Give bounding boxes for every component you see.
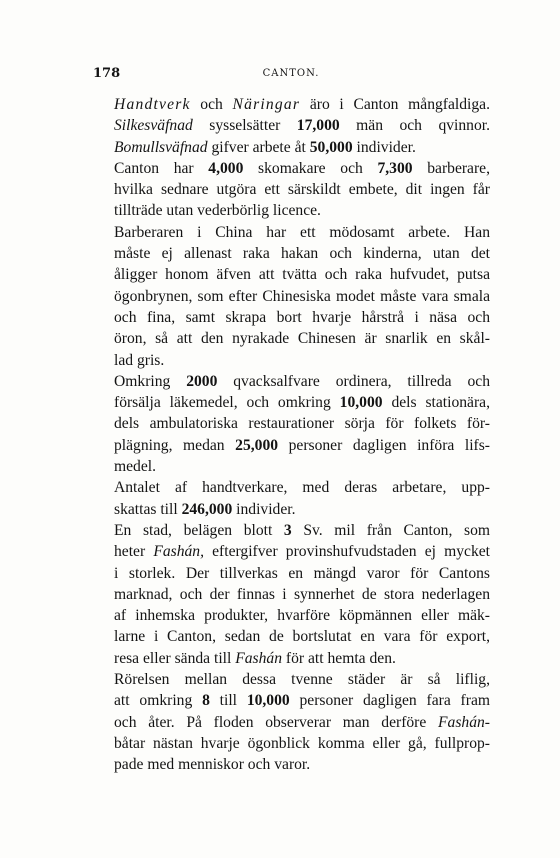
text-line [92, 669, 490, 690]
text-run: dels stationära, [382, 394, 490, 412]
paragraph [92, 94, 490, 158]
text-line [92, 477, 490, 498]
emphasis-text: Fashán- [438, 713, 490, 731]
text-run: marknad, och der finnas i synnerhet de stora nederlagen [114, 585, 490, 603]
text-line [92, 435, 490, 456]
text-run: skattas till [114, 500, 182, 518]
text-run: individer. [232, 500, 296, 518]
text-run: En stad, belägen blott [114, 521, 284, 539]
text-line [92, 371, 490, 392]
text-line [92, 648, 490, 669]
emphasis-text: Näringar [232, 96, 301, 113]
text-line [92, 584, 490, 605]
text-line [92, 754, 490, 775]
text-line [92, 137, 490, 158]
emphasis-text: Silkesväfnad [114, 117, 193, 135]
text-run: till [209, 692, 247, 710]
running-head: CANTON. [262, 68, 320, 79]
text-run: plägning, medan [114, 436, 236, 454]
text-run: Antalet af handtverkare, med deras arbetare, upp- [114, 479, 490, 497]
text-run: Barberaren i China har ett mödosamt arbete. Han [114, 223, 490, 241]
text-line [92, 328, 490, 349]
paragraph [92, 669, 490, 775]
text-run: qvacksalfvare ordinera, tillreda och [217, 372, 490, 390]
paragraph [92, 477, 490, 520]
text-line [92, 541, 490, 562]
text-line [92, 307, 490, 328]
text-run: försälja läkemedel, och omkring [114, 394, 340, 412]
text-run: tillträde utan vederbörlig licence. [114, 202, 321, 220]
text-run: dels ambulatoriska restaurationer sörja för folkets för- [114, 415, 490, 433]
text-line [92, 499, 490, 520]
text-run: för att hemta den. [282, 649, 396, 667]
emphasis-text: Fashán [235, 649, 283, 667]
page-header [93, 66, 489, 86]
emphasis-text: 25,000 [235, 436, 279, 454]
text-run: resa eller sända till [114, 649, 236, 667]
emphasis-text: 246,000 [181, 500, 233, 518]
emphasis-text: Fashán, [153, 543, 204, 561]
body-text [92, 94, 490, 776]
text-line [92, 200, 490, 221]
text-line [92, 158, 490, 179]
text-line [92, 712, 490, 733]
text-run: att omkring [114, 692, 203, 710]
text-run: åligger honom äfven att tvätta och raka hufvudet, putsa [114, 266, 490, 284]
emphasis-text: 10,000 [246, 692, 290, 710]
text-run: skomakare och [243, 159, 378, 177]
text-run: Omkring [114, 372, 187, 390]
text-run: personer dagligen införa lifs- [278, 436, 490, 454]
text-run: i storlek. Der tillverkas en mängd varor för Cantons [114, 564, 490, 582]
paragraph [92, 222, 490, 371]
emphasis-text: 4,000 [208, 159, 244, 177]
text-line [92, 605, 490, 626]
emphasis-text: 2000 [186, 372, 218, 390]
text-line [92, 690, 490, 711]
text-run: heter [114, 543, 154, 561]
text-run: båtar nästan hvarje ögonblick komma eller gå, fullprop- [114, 734, 490, 752]
text-run: och åter. På floden observerar man derföre [114, 713, 439, 731]
text-run: och [190, 96, 233, 113]
text-run: gifver arbete åt [207, 138, 310, 156]
text-line [92, 179, 490, 200]
text-line [92, 413, 490, 434]
text-run: medel. [114, 458, 156, 476]
paragraph [92, 371, 490, 477]
emphasis-text: 17,000 [296, 117, 340, 135]
text-run: hvilka sednare utgöra ett särskildt embete, dit ingen får [114, 181, 490, 199]
text-line [92, 243, 490, 264]
text-run: ögonbrynen, som efter Chinesiska modet måste vara smala [114, 287, 490, 305]
text-line [92, 563, 490, 584]
text-line [92, 392, 490, 413]
emphasis-text: Handtverk [114, 96, 191, 113]
emphasis-text: Bomullsväfnad [114, 138, 208, 156]
text-run: personer dagligen fara fram [289, 692, 490, 710]
text-run: öron, så att den nyrakade Chinesen är snarlik en skål- [114, 330, 490, 348]
text-run: sysselsätter [192, 117, 297, 135]
text-run: äro i Canton mångfaldiga. [300, 96, 490, 113]
text-line [92, 222, 490, 243]
text-run: pade med menniskor och varor. [114, 756, 311, 774]
emphasis-text: 50,000 [309, 138, 353, 156]
text-run: af inhemska produkter, hvarföre köpmännen eller mäk- [114, 607, 490, 625]
text-line [92, 286, 490, 307]
emphasis-text: 10,000 [339, 394, 383, 412]
text-line [92, 115, 490, 136]
emphasis-text: 3 [283, 521, 292, 539]
paragraph [92, 158, 490, 222]
paragraph [92, 520, 490, 669]
text-run: individer. [352, 138, 416, 156]
emphasis-text: 8 [202, 692, 210, 710]
text-line [92, 264, 490, 285]
text-run: måste ej allenast raka hakan och kinderna, utan det [114, 245, 490, 263]
text-line [92, 350, 490, 371]
text-run: eftergifver provinshufvudstaden ej mycket [204, 543, 490, 561]
text-run: barberare, [412, 159, 490, 177]
text-run: Rörelsen mellan dessa tvenne städer är så liflig, [114, 671, 490, 689]
text-run: lad gris. [114, 351, 165, 369]
page-number: 178 [93, 66, 121, 81]
text-line [92, 626, 490, 647]
text-run: och fina, samt skrapa bort hvarje hårstrå i näsa och [114, 308, 490, 326]
text-line [92, 94, 490, 115]
text-run: män och qvinnor. [339, 117, 490, 135]
text-line [92, 520, 490, 541]
text-run: Sv. mil från Canton, som [291, 521, 490, 539]
emphasis-text: 7,300 [377, 159, 413, 177]
text-line [92, 456, 490, 477]
text-line [92, 733, 490, 754]
text-run: larne i Canton, sedan de bortslutat en vara för export, [114, 628, 490, 646]
text-run: Canton har [114, 159, 209, 177]
